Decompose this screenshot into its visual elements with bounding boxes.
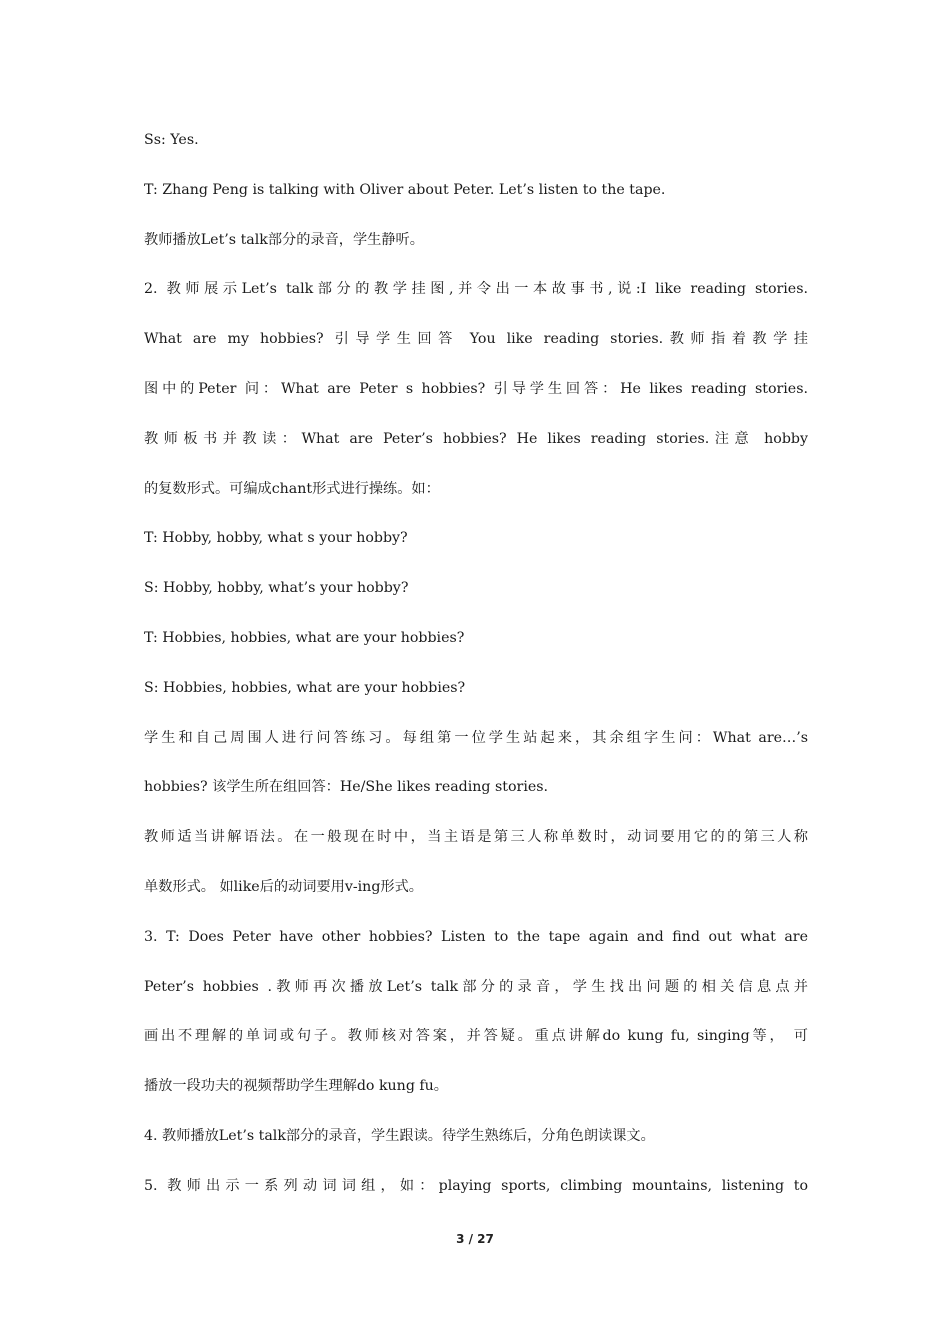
- text-line: T: Hobby, hobby, what s your hobby?: [144, 530, 408, 547]
- text-line: hobbies? 该学生所在组回答：He/She likes reading stories.: [144, 779, 549, 796]
- text-line: S: Hobbies, hobbies, what are your hobbies?: [144, 679, 466, 696]
- text-line: 4. 教师播放Let’s talk部分的录音，学生跟读。待学生熟练后，分角色朗读课文。: [144, 1127, 655, 1144]
- text-line: 教师板书并教读：What are Peter’s hobbies? He likes reading stories.注意 hobby: [144, 430, 808, 447]
- text-line: 教师适当讲解语法。在一般现在时中，当主语是第三人称单数时，动词要用它的的第三人称: [144, 829, 808, 846]
- text-line: What are my hobbies? 引导学生回答 You like reading stories.教师指着教学挂: [144, 331, 808, 348]
- text-line: 画出不理解的单词或句子。教师核对答案，并答疑。重点讲解do kung fu, singing等， 可: [144, 1028, 808, 1045]
- text-line: S: Hobby, hobby, what’s your hobby?: [144, 580, 409, 597]
- document-body: [144, 128, 808, 1224]
- text-line: T: Zhang Peng is talking with Oliver about Peter. Let’s listen to the tape.: [144, 181, 666, 198]
- text-line: 3. T: Does Peter have other hobbies? Listen to the tape again and find out what are: [144, 928, 808, 945]
- text-line: 图中的Peter 问：What are Peter s hobbies? 引导学生回答：He likes reading stories.: [144, 380, 808, 397]
- text-line: 的复数形式。可编成chant形式进行操练。如：: [144, 480, 440, 497]
- page-number: 3 / 27: [456, 1232, 494, 1246]
- text-line: 教师播放Let’s talk部分的录音，学生静听。: [144, 231, 424, 248]
- text-line: 2. 教师展示Let’s talk部分的教学挂图,并令出一本故事书,说:I like reading stories.: [144, 281, 808, 298]
- text-line: 播放一段功夫的视频帮助学生理解do kung fu。: [144, 1078, 448, 1095]
- text-line: Peter’s hobbies .教师再次播放Let’s talk部分的录音，学生找出问题的相关信息点并: [144, 978, 808, 995]
- text-line: Ss: Yes.: [144, 132, 199, 148]
- text-line: T: Hobbies, hobbies, what are your hobbies?: [144, 629, 465, 646]
- text-line: 单数形式。 如like后的动词要用v-ing形式。: [144, 878, 423, 895]
- text-line: 5. 教师出示一系列动词词组，如：playing sports, climbing mountains, listening to: [144, 1177, 808, 1194]
- text-line: 学生和自己周围人进行问答练习。每组第一位学生站起来，其余组字生问：What are…’s: [144, 729, 808, 746]
